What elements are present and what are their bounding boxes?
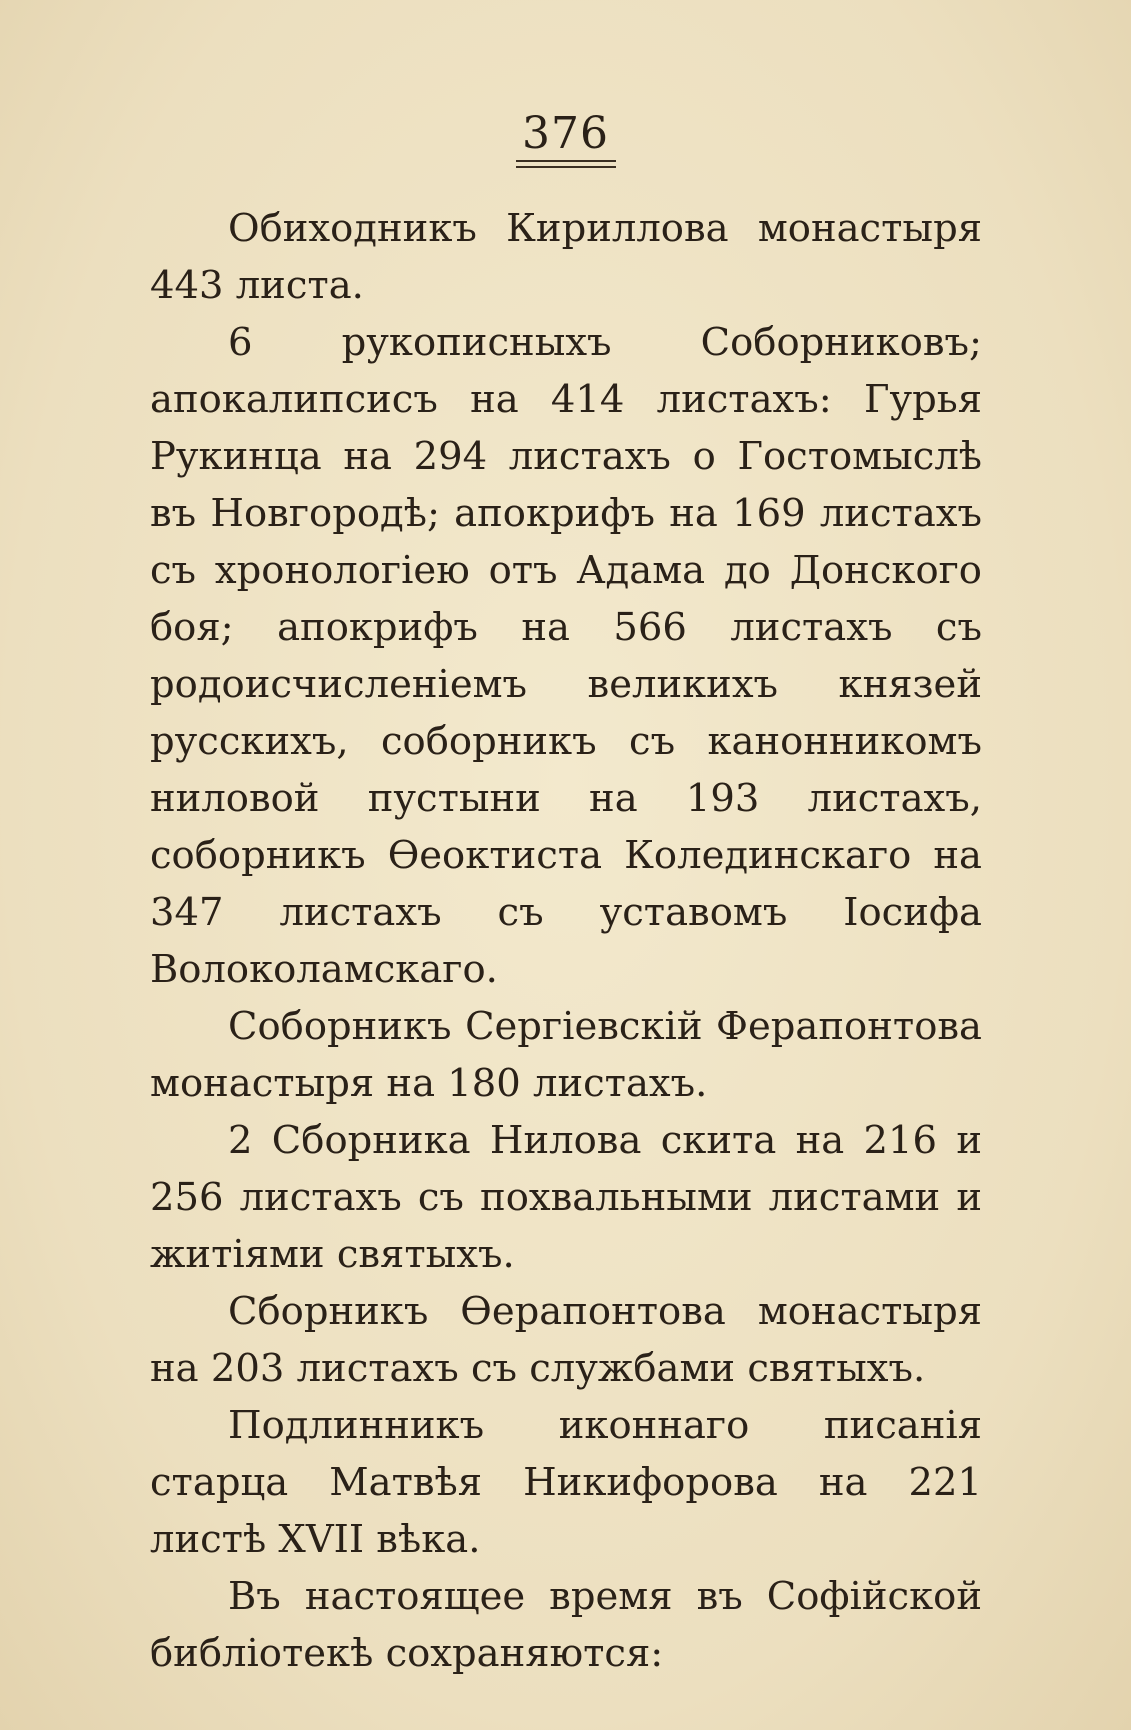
paragraph-ferapontova: Сборникъ Өерапонтова монастыря на 203 листахъ съ службами святыхъ.	[150, 1289, 982, 1391]
body-text	[150, 200, 982, 1682]
paragraph-sergievsky: Соборникъ Сергіевскій Ферапонтова монастыря на 180 листахъ.	[150, 1004, 982, 1106]
paragraph-podlinnik: Подлинникъ иконнаго писанія старца Матвѣя Никифорова на 221 листѣ XVII вѣка.	[150, 1403, 982, 1562]
paragraph-sofia-library: Въ настоящее время въ Софійской библіотекѣ сохраняются:	[150, 1574, 982, 1676]
page-number-rule-top	[516, 160, 616, 162]
page-number: 376	[522, 108, 609, 159]
page-number-rule-bottom	[516, 166, 616, 168]
paragraph-nilova-skita: 2 Сборника Нилова скита на 216 и 256 листахъ съ похвальными листами и житіями святыхъ.	[150, 1118, 982, 1277]
paragraph-obikhodnik: Обиходникъ Кириллова монастыря 443 листа.	[150, 206, 982, 308]
paragraph-sobornikov: 6 рукописныхъ Соборниковъ; апокалипсисъ на 414 листахъ: Гурья Рукинца на 294 листахъ о Гостомыслѣ въ Новгородѣ; апокрифъ на 169 листахъ съ хронологіею отъ Адама до Донского боя; апокрифъ на 566 листахъ съ родоисчисленіемъ великихъ князей русскихъ, соборникъ съ канонникомъ ниловой пустыни на 193 листахъ, соборникъ Өеоктиста Колединскаго на 347 листахъ съ уставомъ Іосифа Волоколамскаго.	[150, 320, 982, 992]
